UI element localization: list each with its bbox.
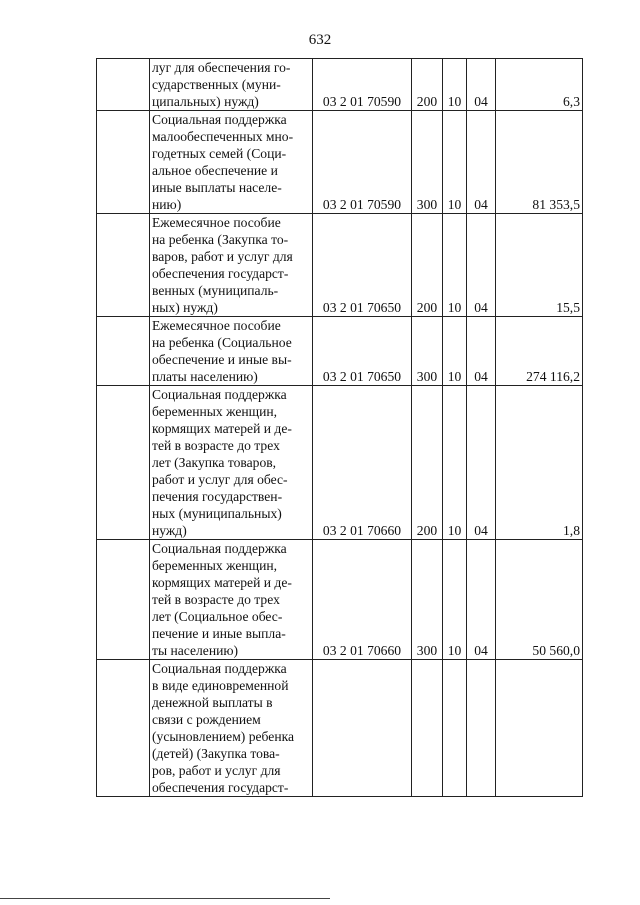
subsection-cell: 04 <box>467 111 496 214</box>
target-code-cell: 03 2 01 70660 <box>313 540 412 660</box>
item-name: Социальная поддержка в виде единовременной денежной выплаты в связи с рождением (усыновлением) ребенка (детей) (Закупка това- ров, работ и услуг для обеспечения государст- <box>152 661 295 795</box>
subsection-cell: 04 <box>467 386 496 540</box>
item-name: Ежемесячное пособие на ребенка (Закупка то- варов, работ и услуг для обеспечения государст- венных (муниципаль- ных) нужд) <box>152 215 293 315</box>
amount-cell <box>496 660 583 797</box>
expense-type-cell <box>412 660 443 797</box>
expense-type-cell: 300 <box>412 540 443 660</box>
item-name: Социальная поддержка малообеспеченных мно- годетных семей (Соци- альное обеспечение и иные выплаты населе- нию) <box>152 112 294 212</box>
table-row <box>97 111 583 214</box>
target-code-cell: 03 2 01 70650 <box>313 214 412 317</box>
target-code-cell <box>313 660 412 797</box>
table-row <box>97 214 583 317</box>
target-code-cell: 03 2 01 70650 <box>313 317 412 386</box>
table-row <box>97 660 583 797</box>
table-row <box>97 317 583 386</box>
page-bottom-rule <box>0 898 330 899</box>
target-code-cell: 03 2 01 70660 <box>313 386 412 540</box>
page-number: 632 <box>308 32 332 48</box>
section-cell: 10 <box>443 540 467 660</box>
subsection-cell <box>467 660 496 797</box>
blank-cell <box>97 214 150 317</box>
section-cell: 10 <box>443 317 467 386</box>
item-name-cell <box>150 660 313 797</box>
item-name: луг для обеспечения го- сударственных (муни- ципальных) нужд) <box>152 60 291 109</box>
item-name-cell <box>150 214 313 317</box>
expense-type-cell: 300 <box>412 111 443 214</box>
blank-cell <box>97 59 150 111</box>
amount-cell: 1,8 <box>496 386 583 540</box>
budget-table <box>96 58 583 797</box>
amount-cell: 6,3 <box>496 59 583 111</box>
expense-type-cell: 200 <box>412 386 443 540</box>
table-row <box>97 540 583 660</box>
subsection-cell: 04 <box>467 540 496 660</box>
blank-cell <box>97 540 150 660</box>
item-name-cell <box>150 386 313 540</box>
amount-cell: 15,5 <box>496 214 583 317</box>
target-code-cell: 03 2 01 70590 <box>313 111 412 214</box>
table-row <box>97 386 583 540</box>
target-code-cell: 03 2 01 70590 <box>313 59 412 111</box>
table-row <box>97 59 583 111</box>
subsection-cell: 04 <box>467 214 496 317</box>
expense-type-cell: 300 <box>412 317 443 386</box>
item-name-cell <box>150 111 313 214</box>
subsection-cell: 04 <box>467 317 496 386</box>
item-name: Социальная поддержка беременных женщин, кормящих матерей и де- тей в возрасте до трех лет (Социальное обес- печение и иные выпла- ты населению) <box>152 541 292 658</box>
blank-cell <box>97 386 150 540</box>
item-name-cell <box>150 540 313 660</box>
section-cell: 10 <box>443 59 467 111</box>
item-name: Ежемесячное пособие на ребенка (Социальное обеспечение и иные вы- платы населению) <box>152 318 292 384</box>
item-name: Социальная поддержка беременных женщин, кормящих матерей и де- тей в возрасте до трех лет (Закупка товаров, работ и услуг для обес- печения государствен- ных (муниципальных) нужд) <box>152 387 292 538</box>
item-name-cell <box>150 317 313 386</box>
section-cell: 10 <box>443 214 467 317</box>
expense-type-cell: 200 <box>412 214 443 317</box>
subsection-cell: 04 <box>467 59 496 111</box>
amount-cell: 81 353,5 <box>496 111 583 214</box>
amount-cell: 50 560,0 <box>496 540 583 660</box>
blank-cell <box>97 660 150 797</box>
blank-cell <box>97 317 150 386</box>
section-cell: 10 <box>443 111 467 214</box>
section-cell: 10 <box>443 386 467 540</box>
item-name-cell <box>150 59 313 111</box>
amount-cell: 274 116,2 <box>496 317 583 386</box>
blank-cell <box>97 111 150 214</box>
expense-type-cell: 200 <box>412 59 443 111</box>
section-cell <box>443 660 467 797</box>
